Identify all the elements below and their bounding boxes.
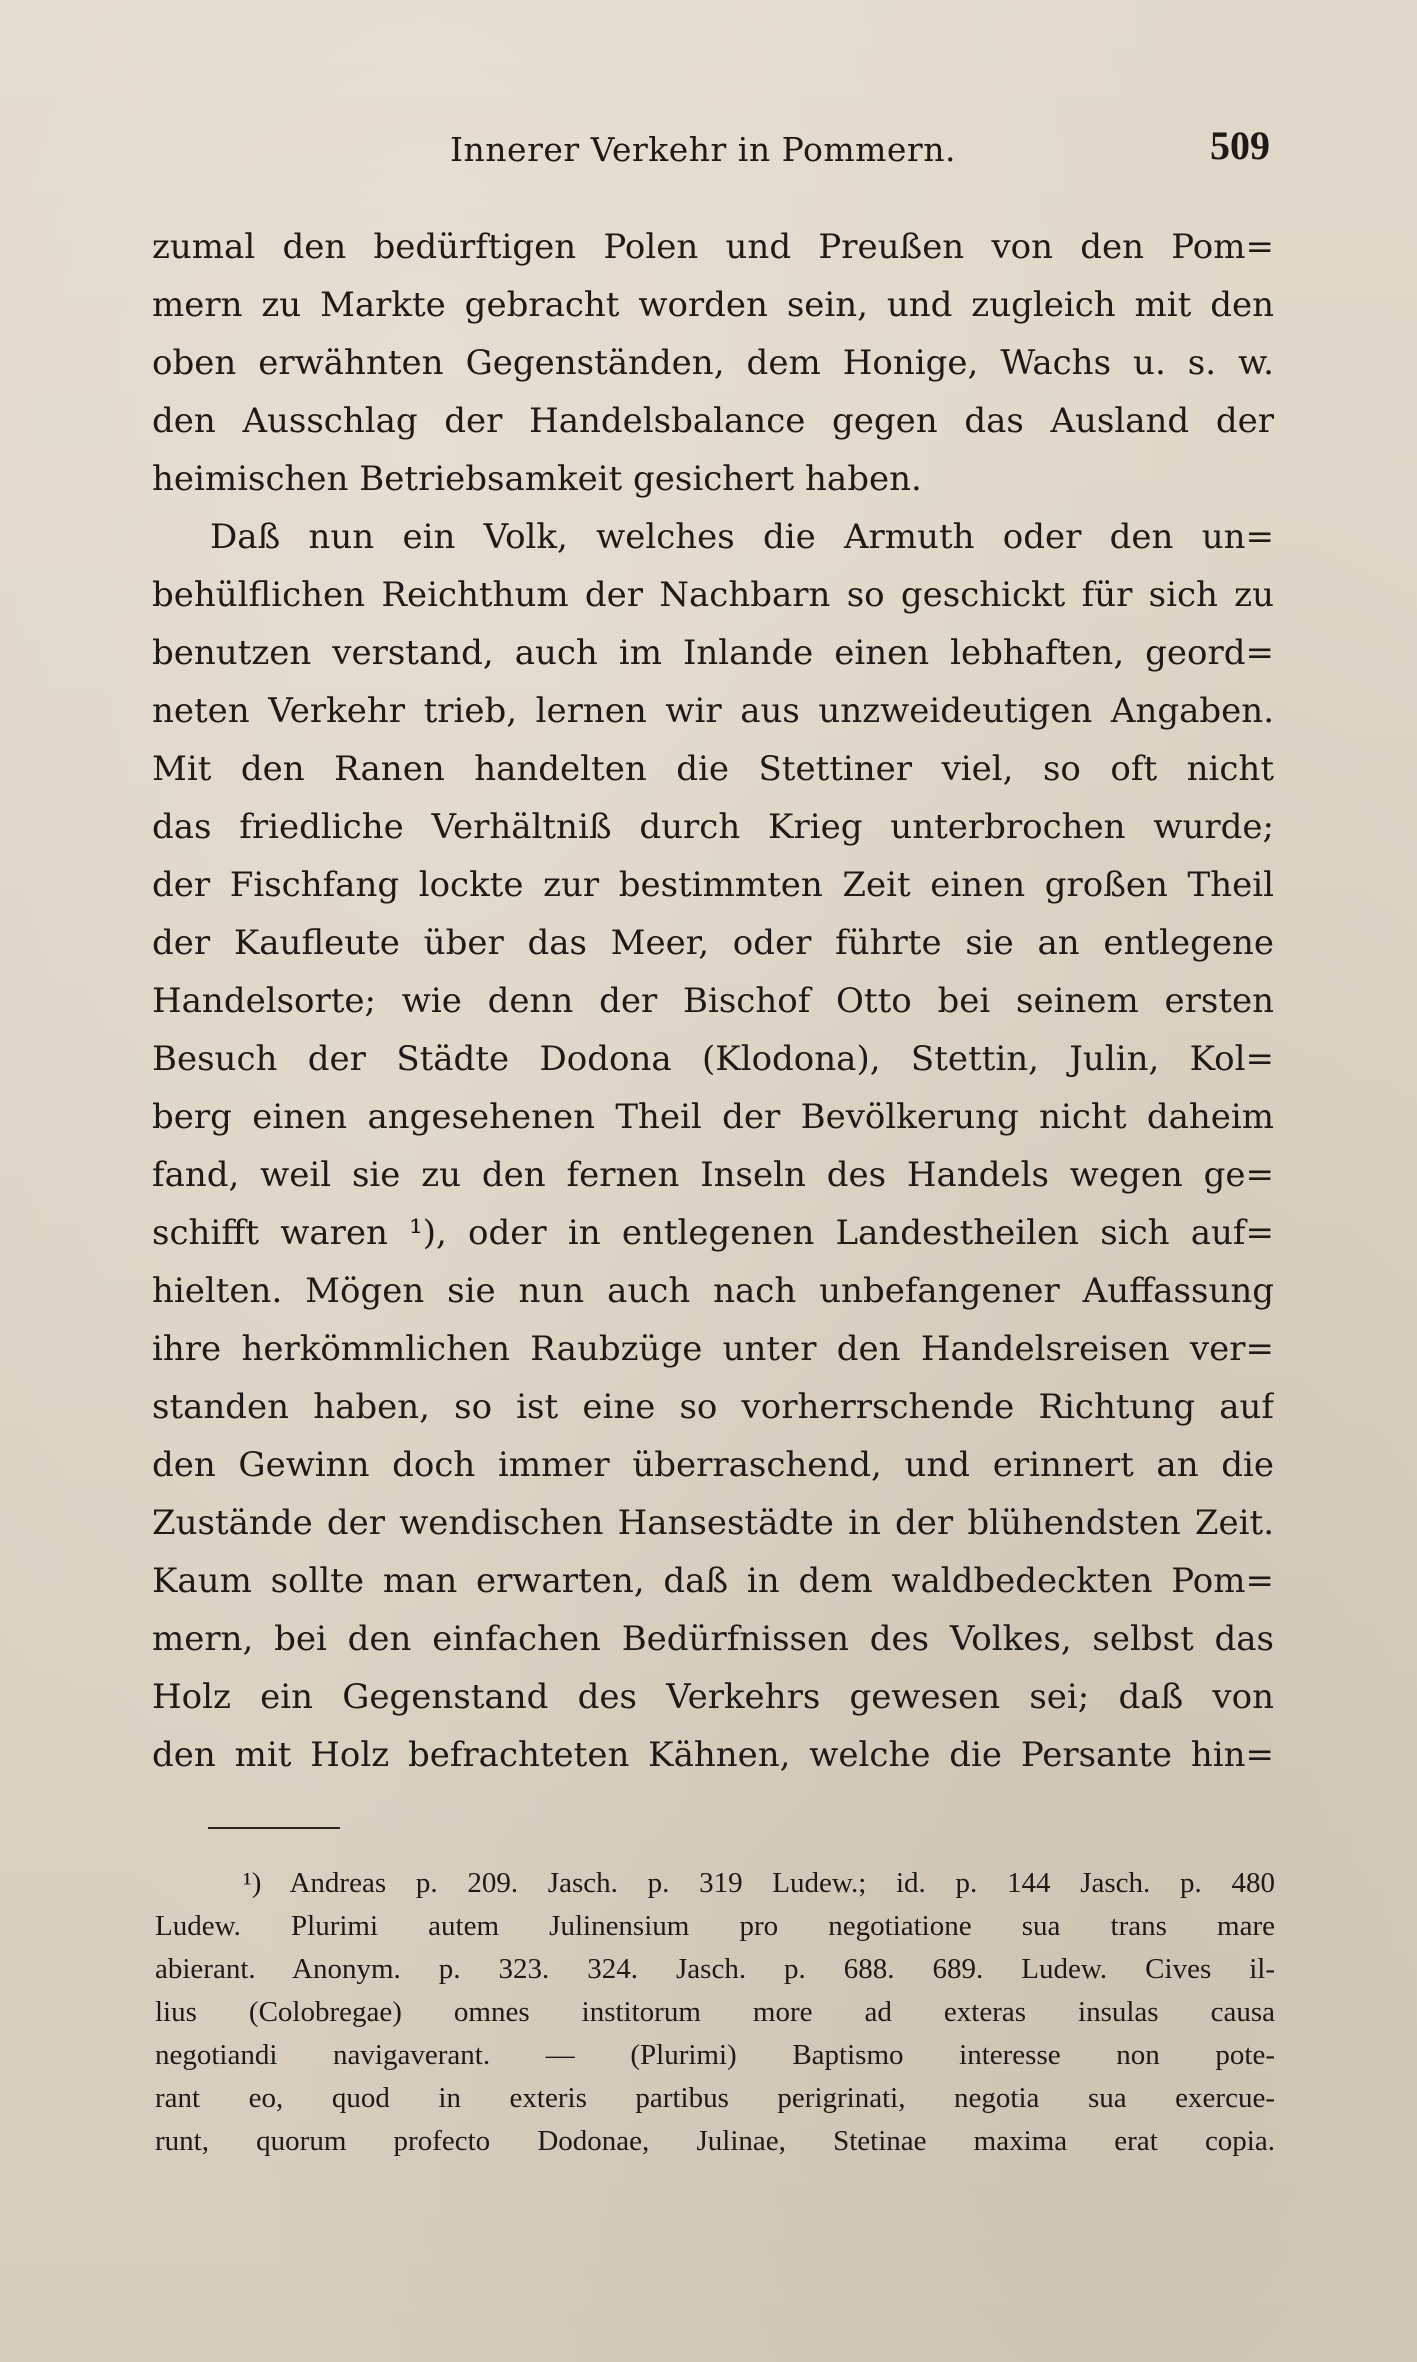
footnote-line: Ludew. Plurimi autem Julinensium pro negotiatione sua trans mare [155, 1910, 1275, 1942]
text-line: zumal den bedürftigen Polen und Preußen von den Pom= [152, 227, 1274, 267]
text-line: neten Verkehr trieb, lernen wir aus unzweideutigen Angaben. [152, 691, 1274, 731]
text-line: mern, bei den einfachen Bedürfnissen des Volkes, selbst das [152, 1619, 1274, 1659]
footnote-line: lius (Colobregae) omnes institorum more ad exteras insulas causa [155, 1996, 1275, 2028]
text-line: fand, weil sie zu den fernen Inseln des Handels wegen ge= [152, 1155, 1274, 1195]
footnote-line: rant eo, quod in exteris partibus perigrinati, negotia sua exercue- [155, 2082, 1275, 2114]
text-line: Kaum sollte man erwarten, daß in dem waldbedeckten Pom= [152, 1561, 1274, 1601]
text-line: Besuch der Städte Dodona (Klodona), Stettin, Julin, Kol= [152, 1039, 1274, 1079]
text-line: ihre herkömmlichen Raubzüge unter den Handelsreisen ver= [152, 1329, 1274, 1369]
page-number: 509 [1210, 123, 1270, 168]
text-line: berg einen angesehenen Theil der Bevölkerung nicht daheim [152, 1097, 1274, 1137]
text-line: hielten. Mögen sie nun auch nach unbefangener Auffassung [152, 1271, 1274, 1311]
text-line: der Kaufleute über das Meer, oder führte sie an entlegene [152, 923, 1274, 963]
text-line: das friedliche Verhältniß durch Krieg unterbrochen wurde; [152, 807, 1274, 847]
text-line: den mit Holz befrachteten Kähnen, welche die Persante hin= [152, 1735, 1274, 1775]
text-line: standen haben, so ist eine so vorherrschende Richtung auf [152, 1387, 1274, 1427]
page-header [150, 122, 1270, 182]
text-line: behülflichen Reichthum der Nachbarn so geschickt für sich zu [152, 575, 1274, 615]
body-text [152, 218, 1274, 1784]
footnote [155, 1862, 1275, 2163]
footnote-line: negotiandi navigaverant. — (Plurimi) Baptismo interesse non pote- [155, 2039, 1275, 2071]
footnote-line: abierant. Anonym. p. 323. 324. Jasch. p. 688. 689. Ludew. Cives il- [155, 1953, 1275, 1985]
text-line: Handelsorte; wie denn der Bischof Otto bei seinem ersten [152, 981, 1274, 1021]
text-line: mern zu Markte gebracht worden sein, und zugleich mit den [152, 285, 1274, 325]
text-line: Holz ein Gegenstand des Verkehrs gewesen sei; daß von [152, 1677, 1274, 1717]
text-line: Mit den Ranen handelten die Stettiner viel, so oft nicht [152, 749, 1274, 789]
running-head: Innerer Verkehr in Pommern. [450, 130, 956, 169]
text-line: oben erwähnten Gegenständen, dem Honige, Wachs u. s. w. [152, 343, 1274, 383]
text-line: den Ausschlag der Handelsbalance gegen das Ausland der [152, 401, 1274, 441]
text-line: der Fischfang lockte zur bestimmten Zeit einen großen Theil [152, 865, 1274, 905]
text-line: den Gewinn doch immer überraschend, und erinnert an die [152, 1445, 1274, 1485]
footnote-line: runt, quorum profecto Dodonae, Julinae, Stetinae maxima erat copia. [155, 2125, 1275, 2157]
footnote-line: ¹) Andreas p. 209. Jasch. p. 319 Ludew.; id. p. 144 Jasch. p. 480 [243, 1867, 1275, 1899]
footnote-separator [208, 1827, 340, 1829]
text-line: heimischen Betriebsamkeit gesichert haben. [152, 459, 922, 499]
text-line: benutzen verstand, auch im Inlande einen lebhaften, geord= [152, 633, 1274, 673]
text-line: schifft waren ¹), oder in entlegenen Landestheilen sich auf= [152, 1213, 1274, 1253]
text-line: Zustände der wendischen Hansestädte in der blühendsten Zeit. [152, 1503, 1274, 1543]
text-line: Daß nun ein Volk, welches die Armuth oder den un= [210, 517, 1274, 557]
